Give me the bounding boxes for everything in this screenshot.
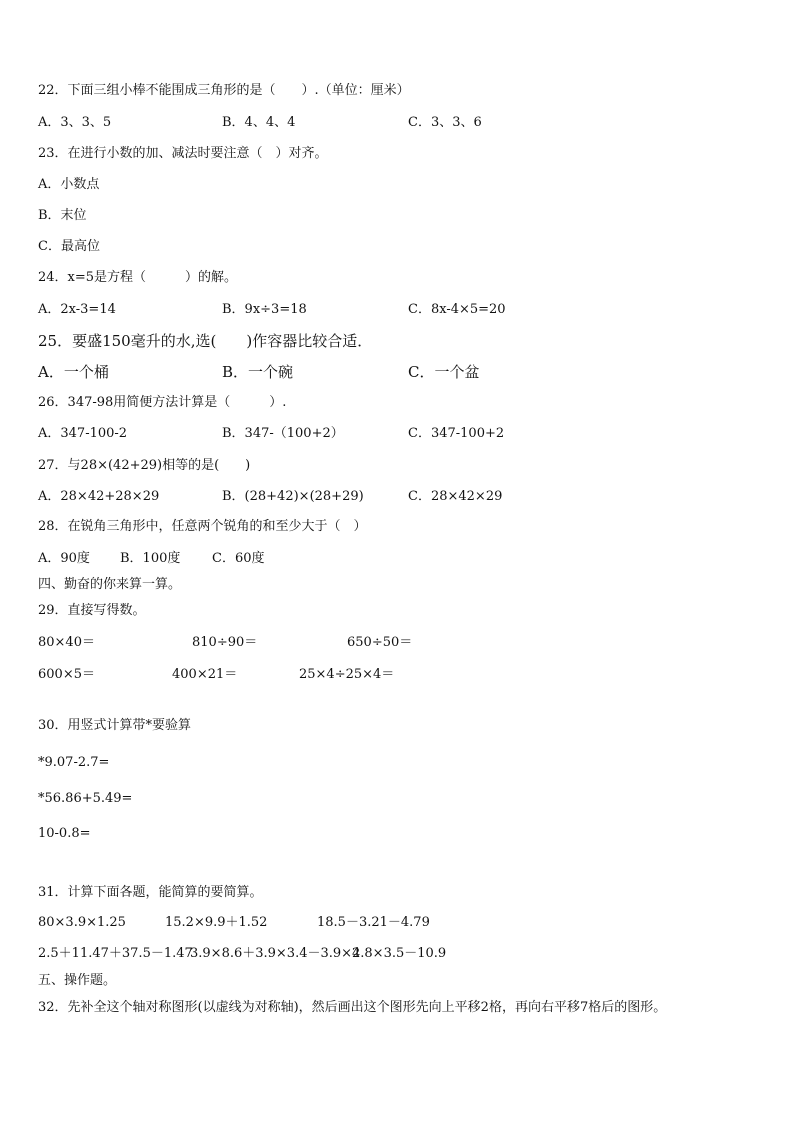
q29-stem: 29．直接写得数。 xyxy=(38,603,146,618)
q25-option-c: C．一个盆 xyxy=(408,363,480,381)
q23-stem: 23．在进行小数的加、减法时要注意（ ）对齐。 xyxy=(38,146,328,161)
q26-option-a: A．347-100-2 xyxy=(38,426,128,441)
section-5-heading: 五、操作题。 xyxy=(38,973,117,988)
q29-item: 400×21＝ xyxy=(172,667,238,682)
q31-item: 15.2×9.9＋1.52 xyxy=(165,915,268,930)
q23-option-a: A．小数点 xyxy=(38,177,100,192)
q30-item: 10-0.8= xyxy=(38,826,91,841)
q29-item: 600×5＝ xyxy=(38,667,95,682)
q31-item: 3.9×8.6＋3.9×3.4－3.9×2 xyxy=(190,946,361,961)
q29-item: 650÷50＝ xyxy=(347,635,413,650)
q29-item: 810÷90＝ xyxy=(192,635,258,650)
q31-item: 2.5＋11.47＋37.5－1.47 xyxy=(38,946,193,961)
q24-option-a: A．2x-3=14 xyxy=(38,302,116,317)
q23-option-c: C．最高位 xyxy=(38,239,100,254)
q22-option-c: C．3、3、6 xyxy=(408,115,482,130)
q30-item: *9.07-2.7= xyxy=(38,755,110,770)
q24-option-b: B．9x÷3=18 xyxy=(222,302,307,317)
q31-stem: 31．计算下面各题，能简算的要简算。 xyxy=(38,885,263,900)
q32-stem: 32．先补全这个轴对称图形(以虚线为对称轴)，然后画出这个图形先向上平移2格，再向右平移7格后的图形。 xyxy=(38,1000,667,1015)
section-4-heading: 四、勤奋的你来算一算。 xyxy=(38,577,182,592)
q30-stem: 30．用竖式计算带*要验算 xyxy=(38,718,192,733)
q28-stem: 28．在锐角三角形中，任意两个锐角的和至少大于（ ） xyxy=(38,519,367,534)
q27-stem: 27．与28×(42+29)相等的是( ) xyxy=(38,458,251,473)
q28-option-c: C．60度 xyxy=(212,551,265,566)
q31-item: 18.5－3.21－4.79 xyxy=(317,915,430,930)
q25-stem: 25．要盛150毫升的水,选( )作容器比较合适． xyxy=(38,332,373,350)
q29-item: 25×4÷25×4＝ xyxy=(299,667,395,682)
q31-item: 4.8×3.5－10.9 xyxy=(352,946,447,961)
q24-option-c: C．8x-4×5=20 xyxy=(408,302,506,317)
q28-option-a: A．90度 xyxy=(38,551,90,566)
q30-item: *56.86+5.49= xyxy=(38,791,133,806)
q26-option-b: B．347-（100+2） xyxy=(222,426,344,441)
q27-option-c: C．28×42×29 xyxy=(408,489,503,504)
q23-option-b: B．末位 xyxy=(38,208,87,223)
q22-option-b: B．4、4、4 xyxy=(222,115,296,130)
q25-option-b: B．一个碗 xyxy=(222,363,294,381)
q25-option-a: A．一个桶 xyxy=(38,363,109,381)
q27-option-a: A．28×42+28×29 xyxy=(38,489,160,504)
q22-stem: 22．下面三组小棒不能围成三角形的是（ ）.（单位：厘米） xyxy=(38,83,410,98)
q27-option-b: B．(28+42)×(28+29) xyxy=(222,489,364,504)
q28-option-b: B．100度 xyxy=(120,551,181,566)
q22-option-a: A．3、3、5 xyxy=(38,115,112,130)
q24-stem: 24．x=5是方程（ ）的解。 xyxy=(38,270,238,285)
q26-option-c: C．347-100+2 xyxy=(408,426,505,441)
q26-stem: 26．347-98用简便方法计算是（ ）. xyxy=(38,395,287,410)
q31-item: 80×3.9×1.25 xyxy=(38,915,126,930)
q29-item: 80×40＝ xyxy=(38,635,95,650)
